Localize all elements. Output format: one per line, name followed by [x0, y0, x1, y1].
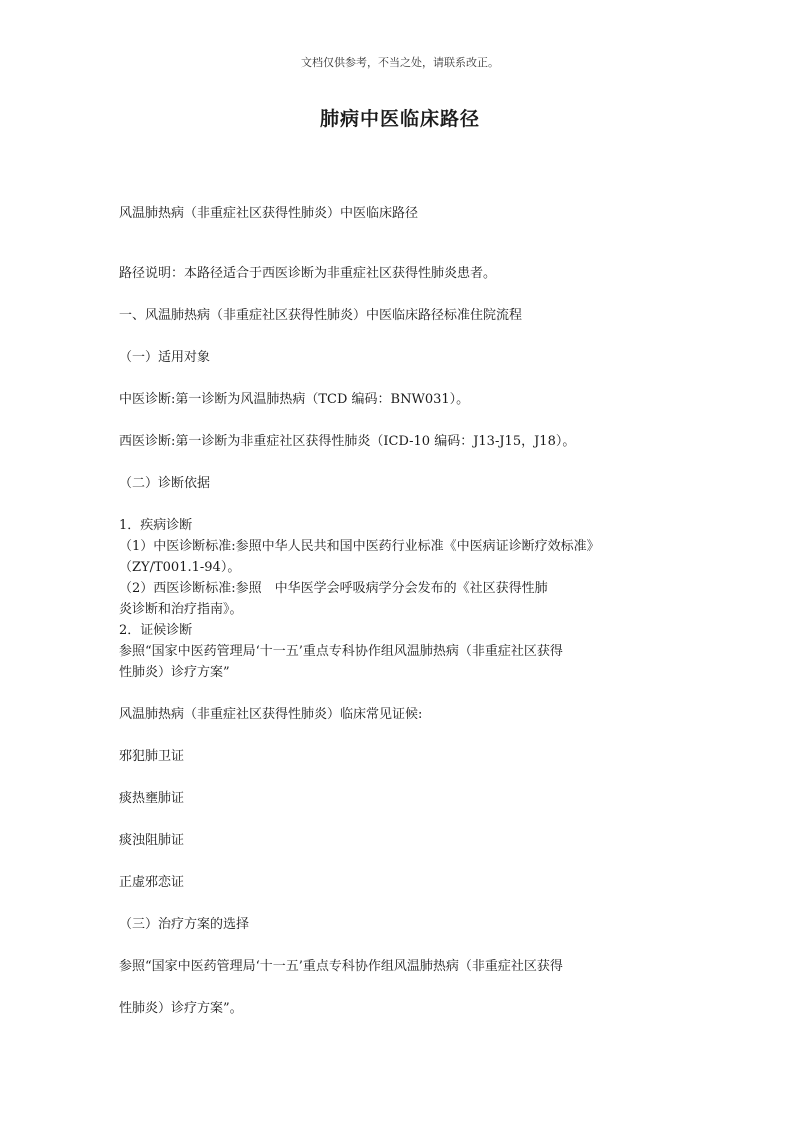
syndrome-item: 正虚邪恋证 — [119, 875, 185, 890]
document-subtitle: 风温肺热病（非重症社区获得性肺炎）中医临床路径 — [119, 206, 419, 221]
item1-line2: （ZY/T001.1-94）。 — [119, 560, 241, 575]
sub1-heading: （一）适用对象 — [119, 350, 211, 365]
item1-heading: 1．疾病诊断 — [119, 518, 193, 533]
item1-line4: 炎诊断和治疗指南》。 — [119, 602, 243, 617]
syndromes-heading: 风温肺热病（非重症社区获得性肺炎）临床常见证候: — [119, 707, 423, 722]
document-title: 肺病中医临床路径 — [319, 108, 480, 130]
path-note: 路径说明：本路径适合于西医诊断为非重症社区获得性肺炎患者。 — [119, 266, 497, 281]
sub3-heading: （三）治疗方案的选择 — [119, 917, 250, 932]
item2-line2: 性肺炎）诊疗方案” — [119, 665, 230, 680]
item2-heading: 2．证候诊断 — [119, 623, 193, 638]
sub2-heading: （二）诊断依据 — [119, 476, 211, 491]
header-notice: 文档仅供参考，不当之处，请联系改正。 — [301, 56, 499, 69]
tcm-diagnosis: 中医诊断:第一诊断为风温肺热病（TCD 编码：BNW031）。 — [119, 392, 470, 407]
sub3-line2: 性肺炎）诊疗方案”。 — [119, 1001, 243, 1016]
item1-line3: （2）西医诊断标准:参照 中华医学会呼吸病学分会发布的《社区获得性肺 — [119, 581, 548, 596]
section1-heading: 一、风温肺热病（非重症社区获得性肺炎）中医临床路径标准住院流程 — [119, 308, 523, 323]
item2-line1: 参照“国家中医药管理局‘十一五’重点专科协作组风温肺热病（非重症社区获得 — [119, 644, 563, 659]
syndrome-item: 痰浊阻肺证 — [119, 833, 185, 848]
item1-line1: （1）中医诊断标准:参照中华人民共和国中医药行业标准《中医病证诊断疗效标准》 — [119, 539, 600, 554]
western-diagnosis: 西医诊断:第一诊断为非重症社区获得性肺炎（ICD-10 编码：J13-J15，J18）。 — [119, 434, 576, 449]
sub3-line1: 参照“国家中医药管理局‘十一五’重点专科协作组风温肺热病（非重症社区获得 — [119, 959, 563, 974]
syndrome-item: 邪犯肺卫证 — [119, 749, 185, 764]
syndrome-item: 痰热壅肺证 — [119, 791, 185, 806]
